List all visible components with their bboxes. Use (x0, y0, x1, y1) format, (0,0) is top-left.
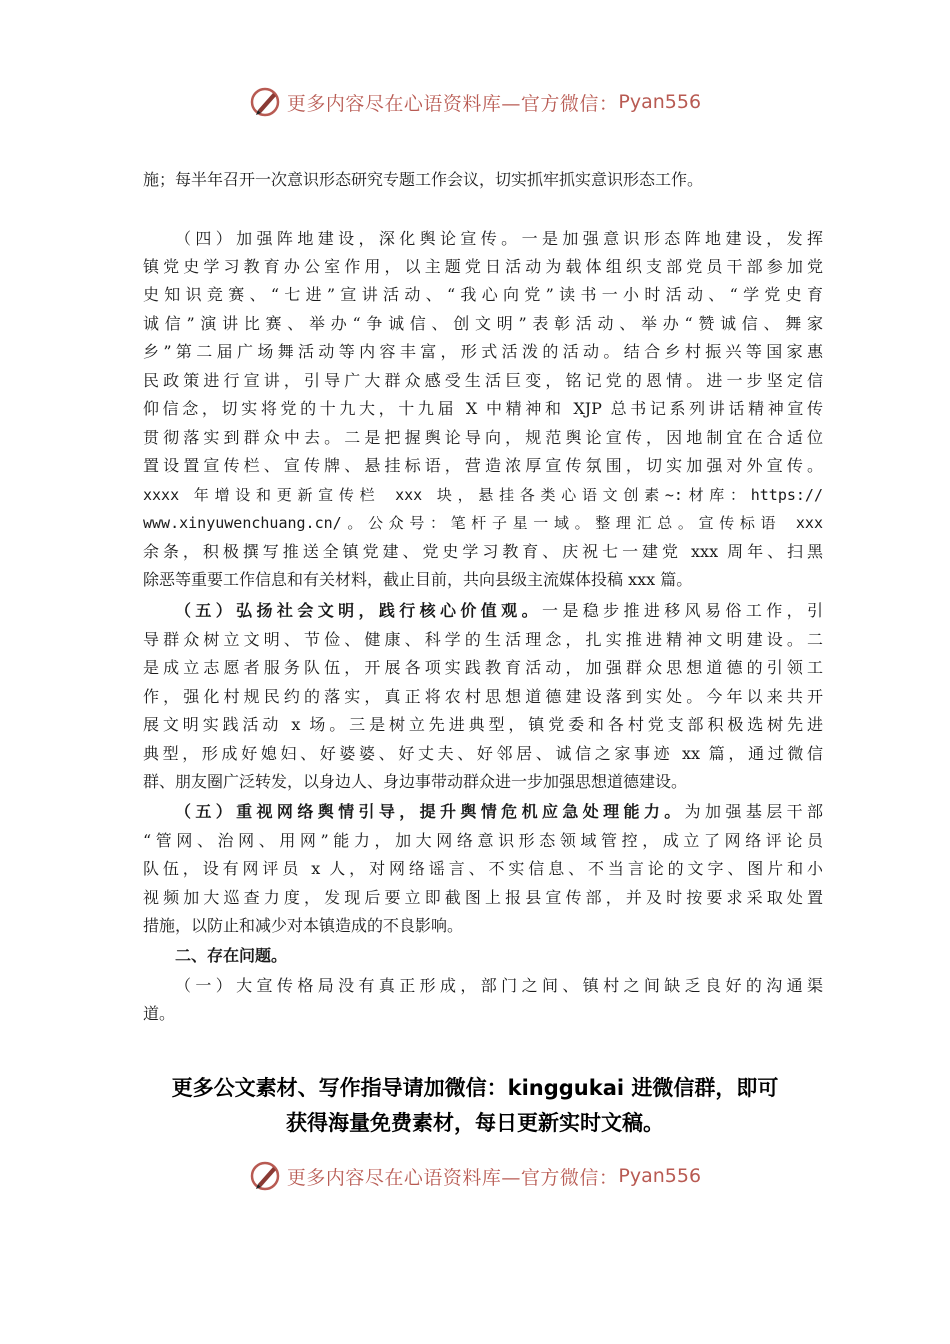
watermark-text: 更多内容尽在心语资料库—官方微信： (286, 1166, 619, 1189)
paragraph-line: 史知识竞赛、“七进”宣讲活动、“我心向党”读书一小时活动、“学党史育 (143, 285, 823, 304)
paragraph-line: 置设置宣传栏、宣传牌、悬挂标语，营造浓厚宣传氛围，切实加强对外宣传。 (143, 456, 823, 475)
paragraph-line: 措施，以防止和减少对本镇造成的不良影响。 (143, 916, 464, 935)
section-heading: （五）重视网络舆情引导，提升舆情危机应急处理能力。 (175, 802, 685, 821)
paragraph-line: 施；每半年召开一次意识形态研究专题工作会议，切实抓牢抓实意识形态工作。 (143, 170, 704, 189)
footer-watermark (0, 1156, 950, 1196)
pen-logo-icon (249, 1159, 283, 1193)
paragraph-line: （一）大宣传格局没有真正形成，部门之间、镇村之间缺乏良好的沟通渠 (175, 976, 823, 995)
watermark-wechat-id: Pyan556 (618, 1165, 702, 1187)
paragraph-line: 余条，积极撰写推送全镇党建、党史学习教育、庆祝七一建党 xxx 周年、扫黑 (143, 542, 823, 561)
paragraph-line: 视频加大巡查力度，发现后要立即截图上报县宣传部，并及时按要求采取处置 (143, 888, 823, 907)
promo-line-1: 更多公文素材、写作指导请加微信：kinggukai 进微信群，即可 (171, 1076, 779, 1100)
section-heading: 二、存在问题。 (175, 946, 288, 965)
paragraph-line: “管网、治网、用网”能力，加大网络意识形态领域管控，成立了网络评论员 (143, 831, 823, 850)
paragraph-line: 作，强化村规民约的落实，真正将农村思想道德建设落到实处。今年以来共开 (143, 687, 823, 706)
watermark-text: 更多内容尽在心语资料库—官方微信： (286, 92, 619, 115)
paragraph-line: 队伍，设有网评员 x 人，对网络谣言、不实信息、不当言论的文字、图片和小 (143, 859, 823, 878)
paragraph-line: 群、朋友圈广泛转发，以身边人、身边事带动群众进一步加强思想道德建设。 (143, 772, 688, 791)
paragraph-line: 贯彻落实到群众中去。二是把握舆论导向，规范舆论宣传，因地制宜在合适位 (143, 428, 823, 447)
paragraph-line: （五）重视网络舆情引导，提升舆情危机应急处理能力。为加强基层干部 (175, 802, 823, 821)
paragraph-line: 民政策进行宣讲，引导广大群众感受生活巨变，铭记党的恩情。进一步坚定信 (143, 371, 823, 390)
paragraph-line: 镇党史学习教育办公室作用，以主题党日活动为载体组织支部党员干部参加党 (143, 257, 823, 276)
paragraph-line: www.xinyuwenchuang.cn/。公众号：笔杆子星一域。整理汇总。宣传标语 xxx (143, 514, 823, 532)
paragraph-line: （五）弘扬社会文明，践行核心价值观。一是稳步推进移风易俗工作，引 (175, 601, 823, 620)
promo-line-2: 获得海量免费素材，每日更新实时文稿。 (286, 1111, 664, 1135)
header-watermark (0, 82, 950, 122)
paragraph-line: 道。 (143, 1004, 176, 1023)
paragraph-line: 导群众树立文明、节俭、健康、科学的生活理念，扎实推进精神文明建设。二 (143, 630, 823, 649)
paragraph-line: 仰信念，切实将党的十九大，十九届 X 中精神和 XJP 总书记系列讲话精神宣传 (143, 399, 823, 418)
paragraph-line: 是成立志愿者服务队伍，开展各项实践教育活动，加强群众思想道德的引领工 (143, 658, 823, 677)
paragraph-line: 展文明实践活动 x 场。三是树立先进典型，镇党委和各村党支部积极选树先进 (143, 715, 823, 734)
paragraph-line: 乡”第二届广场舞活动等内容丰富，形式活泼的活动。结合乡村振兴等国家惠 (143, 342, 823, 361)
paragraph-line: 诚信”演讲比赛、举办“争诚信、创文明”表彰活动、举办“赞诚信、舞家 (143, 314, 823, 333)
paragraph-line: （四）加强阵地建设，深化舆论宣传。一是加强意识形态阵地建设，发挥 (175, 229, 823, 248)
watermark-wechat-id: Pyan556 (618, 91, 702, 113)
section-heading: （五）弘扬社会文明，践行核心价值观。 (175, 601, 542, 620)
paragraph-line: 典型，形成好媳妇、好婆婆、好丈夫、好邻居、诚信之家事迹 xx 篇，通过微信 (143, 744, 823, 763)
pen-logo-icon (249, 85, 283, 119)
paragraph-line: 除恶等重要工作信息和有关材料，截止目前，共向县级主流媒体投稿 xxx 篇。 (143, 570, 693, 589)
paragraph-line: xxxx 年增设和更新宣传栏 xxx 块，悬挂各类心语文创素~:材库：https:// (143, 486, 823, 504)
